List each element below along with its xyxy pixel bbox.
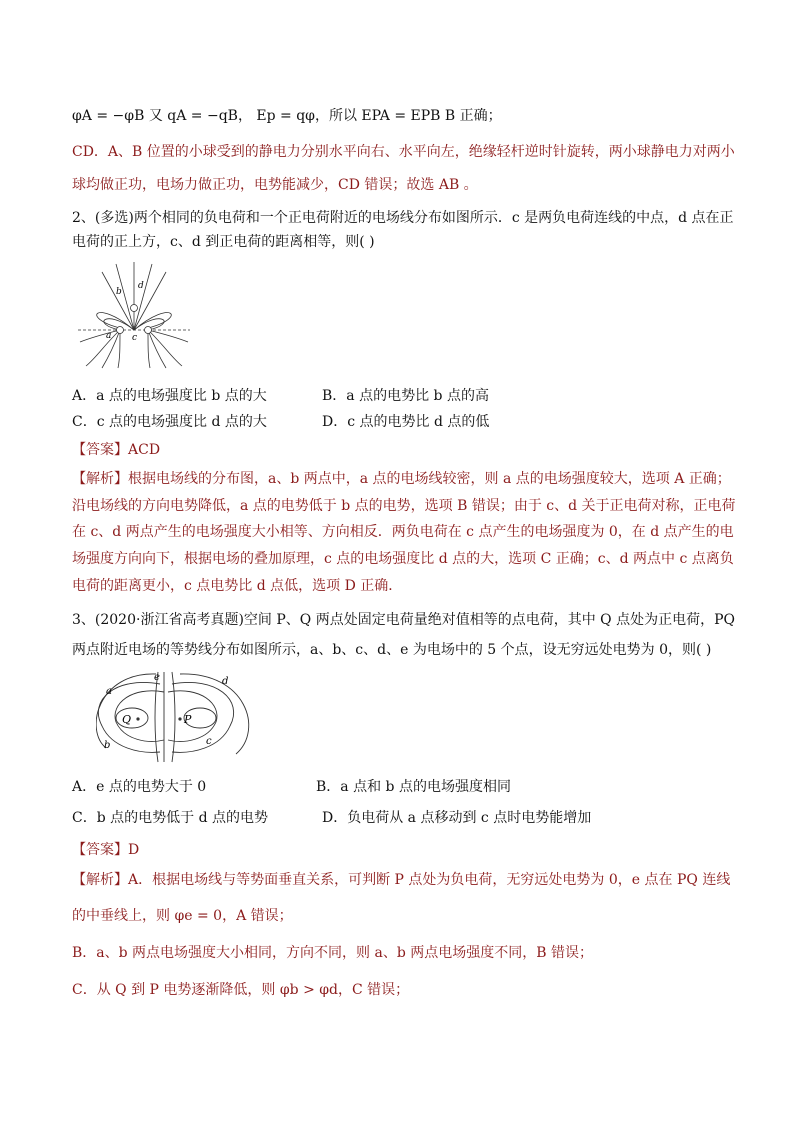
- q2-analysis-3: 在 c、d 两点产生的电场强度大小相等、方向相反．两负电荷在 c 点产生的电场强度为 0，在 d 点产生的电: [72, 524, 734, 540]
- q2-option-a: A．a 点的电场强度比 b 点的大: [72, 388, 267, 404]
- fig2-label-d: d: [222, 676, 229, 687]
- q3-stem-1: 3、(2020·浙江省高考真题)空间 P、Q 两点处固定电荷量绝对值相等的点电荷，其中 Q 点处为正电荷，PQ: [72, 612, 735, 628]
- q3-analysis-1: 【解析】A．根据电场线与等势面垂直关系，可判断 P 点处为负电荷，无穷远处电势为 0，e 点在 PQ 连线: [72, 872, 731, 888]
- fig1-label-c: c: [132, 333, 138, 343]
- q2-analysis-1: 【解析】根据电场线的分布图，a、b 两点中，a 点的电场线较密，则 a 点的电场强度较大，选项 A 正确；: [72, 471, 731, 487]
- q3-option-d: D．负电荷从 a 点移动到 c 点时电势能增加: [322, 810, 592, 826]
- q3-option-b: B．a 点和 b 点的电场强度相同: [316, 779, 511, 795]
- fig2-label-a: a: [106, 686, 112, 697]
- fig1-label-a: a: [106, 331, 112, 341]
- q3-analysis-4: C．从 Q 到 P 电势逐渐降低，则 φb > φd，C 错误；: [72, 982, 410, 998]
- line-cd-explain-2: 球均做正功，电场力做正功，电势能减少，CD 错误；故选 AB 。: [72, 177, 478, 193]
- q2-option-c: C．c 点的电场强度比 d 点的大: [72, 414, 267, 430]
- fig1-label-b: b: [116, 287, 122, 297]
- q2-analysis-2: 沿电场线的方向电势降低，a 点的电势低于 b 点的电势，选项 B 错误；由于 c、d 关于正电荷对称，正电荷: [72, 498, 736, 514]
- q2-stem-2: 电荷的正上方，c、d 到正电荷的距离相等，则( ): [72, 234, 375, 250]
- q3-analysis-2: 的中垂线上，则 φe = 0，A 错误；: [72, 908, 293, 924]
- q2-analysis-4: 场强度方向向下，根据电场的叠加原理，c 点的电场强度比 d 点的大，选项 C 正确；c、d 两点中 c 点离负: [72, 551, 734, 567]
- line-potential-relation: φA = −φB 又 qA = −qB， Ep = qφ，所以 EPA = EPB B 正确；: [72, 108, 502, 124]
- q3-option-c: C．b 点的电势低于 d 点的电势: [72, 810, 268, 826]
- q3-stem-2: 两点附近电场的等势线分布如图所示，a、b、c、d、e 为电场中的 5 个点，设无穷远处电势为 0，则( ): [72, 642, 712, 658]
- q3-analysis-3: B．a、b 两点电场强度大小相同，方向不同，则 a、b 两点电场强度不同，B 错误；: [72, 945, 593, 961]
- fig1-label-d: d: [138, 281, 144, 291]
- q2-field-line-figure: [76, 258, 192, 370]
- fig2-label-p: P: [184, 713, 192, 726]
- q3-equipotential-figure: [96, 670, 264, 764]
- fig2-label-c: c: [206, 736, 212, 747]
- fig2-label-q: Q: [122, 713, 132, 726]
- q2-stem-1: 2、(多选)两个相同的负电荷和一个正电荷附近的电场线分布如图所示．c 是两负电荷连线的中点，d 点在正: [72, 210, 734, 226]
- q3-answer: 【答案】D: [72, 842, 140, 858]
- fig2-label-b: b: [104, 740, 111, 751]
- q2-answer: 【答案】ACD: [72, 442, 161, 458]
- line-cd-explain-1: CD．A、B 位置的小球受到的静电力分别水平向右、水平向左，绝缘轻杆逆时针旋转，两小球静电力对两小: [72, 144, 735, 160]
- q3-option-a: A．e 点的电势大于 0: [72, 779, 207, 795]
- fig2-label-e: e: [154, 672, 160, 683]
- q2-option-d: D．c 点的电势比 d 点的低: [322, 414, 490, 430]
- q2-analysis-5: 电荷的距离更小，c 点电势比 d 点低，选项 D 正确．: [72, 578, 403, 594]
- q2-option-b: B．a 点的电势比 b 点的高: [322, 388, 489, 404]
